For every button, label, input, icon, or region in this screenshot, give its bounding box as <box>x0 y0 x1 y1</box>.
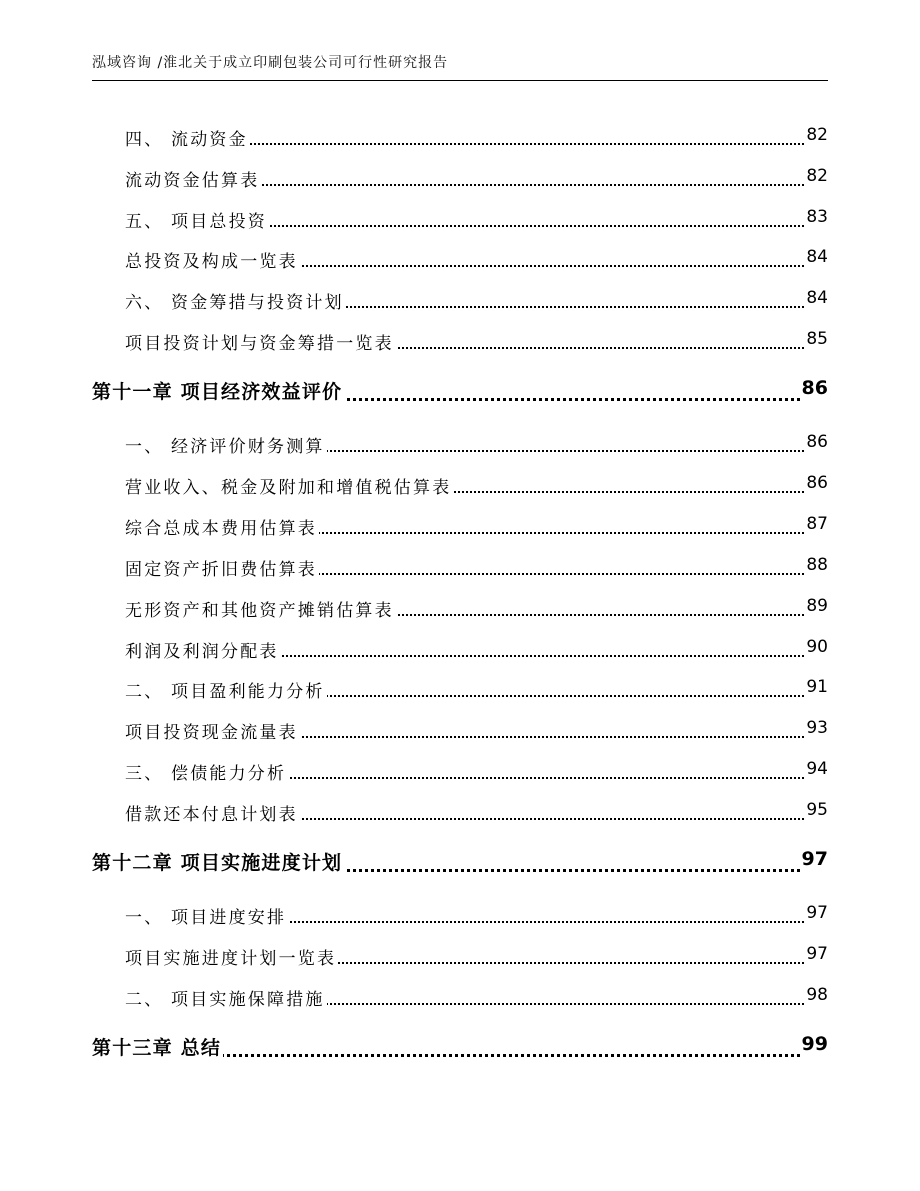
toc-entry-label: 二、 项目实施保障措施 <box>125 985 327 1010</box>
toc-entry-label: 项目投资现金流量表 <box>125 718 300 743</box>
toc-entry[interactable] <box>0 551 920 581</box>
toc-entry-label: 六、 资金筹措与投资计划 <box>125 288 346 313</box>
toc-page-number: 99 <box>801 1033 828 1055</box>
toc-entry[interactable] <box>0 981 920 1011</box>
toc-page-number: 88 <box>806 555 828 575</box>
toc-entry[interactable] <box>0 899 920 929</box>
toc-page-number: 94 <box>806 759 828 779</box>
toc-page-number: 91 <box>806 677 828 697</box>
toc-page-number: 85 <box>806 329 828 349</box>
running-header: 泓域咨询 /淮北关于成立印刷包装公司可行性研究报告 <box>92 55 449 71</box>
toc-entry[interactable] <box>0 633 920 663</box>
toc-page-number: 95 <box>806 800 828 820</box>
toc-entry-label: 一、 项目进度安排 <box>125 903 288 928</box>
toc-entry[interactable] <box>0 673 920 703</box>
toc-entry-label: 总投资及构成一览表 <box>125 247 300 272</box>
toc-chapter-label: 第十三章 总结 <box>92 1033 223 1060</box>
toc-page-number: 90 <box>806 637 828 657</box>
toc-entry-label: 流动资金估算表 <box>125 166 261 191</box>
toc-entry[interactable] <box>0 428 920 458</box>
toc-entry-label: 五、 项目总投资 <box>125 207 269 232</box>
toc-chapter-label: 第十一章 项目经济效益评价 <box>92 377 344 404</box>
toc-page-number: 98 <box>806 985 828 1005</box>
toc-entry[interactable] <box>0 243 920 273</box>
toc-chapter[interactable] <box>0 1031 920 1061</box>
toc-page-number: 87 <box>806 514 828 534</box>
toc-page-number: 86 <box>806 432 828 452</box>
toc-entry[interactable] <box>0 940 920 970</box>
toc-entry-label: 利润及利润分配表 <box>125 637 281 662</box>
toc-entry-label: 三、 偿债能力分析 <box>125 759 288 784</box>
toc-entry[interactable] <box>0 325 920 355</box>
toc-entry[interactable] <box>0 469 920 499</box>
toc-chapter[interactable] <box>0 375 920 405</box>
toc-page-number: 86 <box>806 473 828 493</box>
toc-entry[interactable] <box>0 510 920 540</box>
toc-entry-label: 借款还本付息计划表 <box>125 800 300 825</box>
toc-entry-label: 无形资产和其他资产摊销估算表 <box>125 596 396 621</box>
toc-page-number: 93 <box>806 718 828 738</box>
toc-entry-label: 营业收入、税金及附加和增值税估算表 <box>125 473 453 498</box>
toc-page-number: 83 <box>806 207 828 227</box>
toc-page-number: 82 <box>806 125 828 145</box>
toc-entry-label: 项目实施进度计划一览表 <box>125 944 338 969</box>
toc-entry-label: 固定资产折旧费估算表 <box>125 555 319 580</box>
toc-page-number: 97 <box>801 848 828 870</box>
toc-chapter-label: 第十二章 项目实施进度计划 <box>92 848 344 875</box>
toc-entry-label: 四、 流动资金 <box>125 125 250 150</box>
toc-page-number: 82 <box>806 166 828 186</box>
toc-page-number: 97 <box>806 903 828 923</box>
toc-page-number: 89 <box>806 596 828 616</box>
toc-chapter[interactable] <box>0 846 920 876</box>
toc-entry-label: 二、 项目盈利能力分析 <box>125 677 327 702</box>
toc-page-number: 97 <box>806 944 828 964</box>
toc-entry[interactable] <box>0 592 920 622</box>
toc-entry[interactable] <box>0 796 920 826</box>
toc-entry-label: 项目投资计划与资金筹措一览表 <box>125 329 396 354</box>
toc-entry[interactable] <box>0 203 920 233</box>
toc-entry[interactable] <box>0 284 920 314</box>
toc-entry[interactable] <box>0 121 920 151</box>
toc-page-number: 84 <box>806 247 828 267</box>
toc-entry[interactable] <box>0 755 920 785</box>
toc-entry-label: 综合总成本费用估算表 <box>125 514 319 539</box>
toc-entry[interactable] <box>0 162 920 192</box>
toc-entry[interactable] <box>0 714 920 744</box>
toc-page-number: 86 <box>801 377 828 399</box>
toc-entry-label: 一、 经济评价财务测算 <box>125 432 327 457</box>
toc-page-number: 84 <box>806 288 828 308</box>
